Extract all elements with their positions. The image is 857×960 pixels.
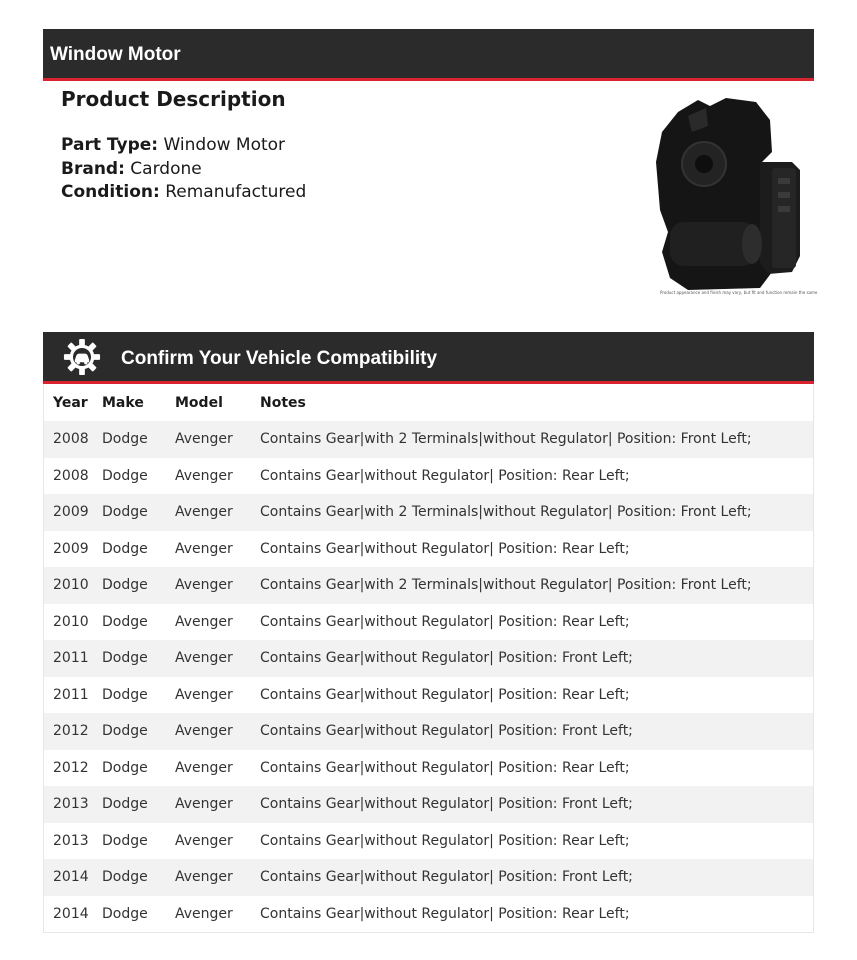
compatibility-header	[43, 332, 814, 384]
product-image	[648, 92, 818, 302]
table-header-row	[44, 384, 813, 421]
table-row	[44, 823, 813, 860]
cell-year: 2009	[44, 494, 102, 531]
cell-make: Dodge	[102, 759, 148, 776]
compatibility-table	[43, 384, 814, 933]
cell-model: Avenger	[175, 713, 260, 750]
cell-make: Dodge	[102, 686, 148, 703]
cell-model: Avenger	[175, 494, 260, 531]
cell-make: Dodge	[102, 567, 175, 604]
cell-model: Avenger	[175, 467, 233, 484]
cell-year: 2009	[53, 540, 89, 557]
product-title-bar	[43, 29, 814, 81]
table-row	[44, 604, 813, 641]
cell-make: Dodge	[102, 859, 175, 896]
table-row	[44, 786, 813, 823]
cell-notes: Contains Gear|without Regulator| Position: Front Left;	[260, 786, 813, 823]
cell-year: 2011	[44, 640, 102, 677]
cell-year: 2011	[53, 686, 89, 703]
table-row	[44, 859, 813, 896]
cell-year: 2014	[44, 859, 102, 896]
cell-make: Dodge	[102, 713, 175, 750]
cell-model: Avenger	[175, 905, 233, 922]
cell-make: Dodge	[102, 905, 148, 922]
cell-make: Dodge	[102, 786, 175, 823]
spec-label: Brand:	[61, 159, 125, 179]
table-row	[44, 421, 813, 458]
cell-make: Dodge	[102, 613, 148, 630]
cell-notes: Contains Gear|without Regulator| Position: Rear Left;	[260, 832, 630, 849]
compatibility-title: Confirm Your Vehicle Compatibility	[121, 348, 438, 369]
cell-model: Avenger	[175, 421, 260, 458]
column-header-year: Year	[53, 394, 88, 411]
image-caption: Product appearance and finish may vary, but fit and function remain the same	[660, 290, 818, 295]
cell-year: 2008	[53, 467, 89, 484]
cell-model: Avenger	[175, 567, 260, 604]
cell-year: 2012	[53, 759, 89, 776]
table-row	[44, 677, 813, 714]
spec-label: Part Type:	[61, 135, 159, 155]
table-row	[44, 458, 813, 495]
table-row	[44, 567, 813, 604]
cell-notes: Contains Gear|without Regulator| Position: Rear Left;	[260, 613, 630, 630]
cell-model: Avenger	[175, 640, 260, 677]
cell-notes: Contains Gear|without Regulator| Position: Rear Left;	[260, 686, 630, 703]
spec-condition	[61, 182, 306, 202]
cell-model: Avenger	[175, 686, 233, 703]
cell-year: 2013	[44, 786, 102, 823]
cell-notes: Contains Gear|without Regulator| Position: Front Left;	[260, 859, 813, 896]
cell-year: 2010	[44, 567, 102, 604]
cell-make: Dodge	[102, 467, 148, 484]
cell-model: Avenger	[175, 613, 233, 630]
cell-notes: Contains Gear|with 2 Terminals|without Regulator| Position: Front Left;	[260, 567, 813, 604]
table-row	[44, 896, 813, 933]
cell-year: 2010	[53, 613, 89, 630]
spec-brand	[61, 159, 202, 179]
cell-notes: Contains Gear|without Regulator| Position: Rear Left;	[260, 467, 630, 484]
column-header-model: Model	[175, 394, 223, 411]
cell-model: Avenger	[175, 859, 260, 896]
cell-make: Dodge	[102, 540, 148, 557]
cell-model: Avenger	[175, 786, 260, 823]
cell-make: Dodge	[102, 494, 175, 531]
cell-year: 2014	[53, 905, 89, 922]
cell-notes: Contains Gear|with 2 Terminals|without Regulator| Position: Front Left;	[260, 421, 813, 458]
spec-value: Remanufactured	[165, 182, 307, 202]
spec-label: Condition:	[61, 182, 160, 202]
cell-make: Dodge	[102, 421, 175, 458]
spec-value: Cardone	[130, 159, 202, 179]
cell-year: 2008	[44, 421, 102, 458]
table-row	[44, 750, 813, 787]
cell-make: Dodge	[102, 832, 148, 849]
cell-model: Avenger	[175, 540, 233, 557]
cell-model: Avenger	[175, 832, 233, 849]
table-row	[44, 494, 813, 531]
cell-model: Avenger	[175, 759, 233, 776]
product-title: Window Motor	[50, 44, 181, 65]
spec-value: Window Motor	[163, 135, 286, 155]
cell-year: 2013	[53, 832, 89, 849]
table-row	[44, 713, 813, 750]
column-header-make: Make	[102, 394, 144, 411]
cell-make: Dodge	[102, 640, 175, 677]
cell-notes: Contains Gear|with 2 Terminals|without Regulator| Position: Front Left;	[260, 494, 813, 531]
cell-notes: Contains Gear|without Regulator| Position: Rear Left;	[260, 759, 630, 776]
cell-notes: Contains Gear|without Regulator| Position: Front Left;	[260, 713, 813, 750]
cell-year: 2012	[44, 713, 102, 750]
table-row	[44, 640, 813, 677]
gear-car-icon	[63, 338, 101, 376]
description-heading: Product Description	[61, 87, 286, 111]
cell-notes: Contains Gear|without Regulator| Position: Rear Left;	[260, 540, 630, 557]
table-row	[44, 531, 813, 568]
spec-part-type	[61, 135, 285, 155]
cell-notes: Contains Gear|without Regulator| Position: Front Left;	[260, 640, 813, 677]
cell-notes: Contains Gear|without Regulator| Position: Rear Left;	[260, 905, 630, 922]
column-header-notes: Notes	[260, 394, 306, 411]
